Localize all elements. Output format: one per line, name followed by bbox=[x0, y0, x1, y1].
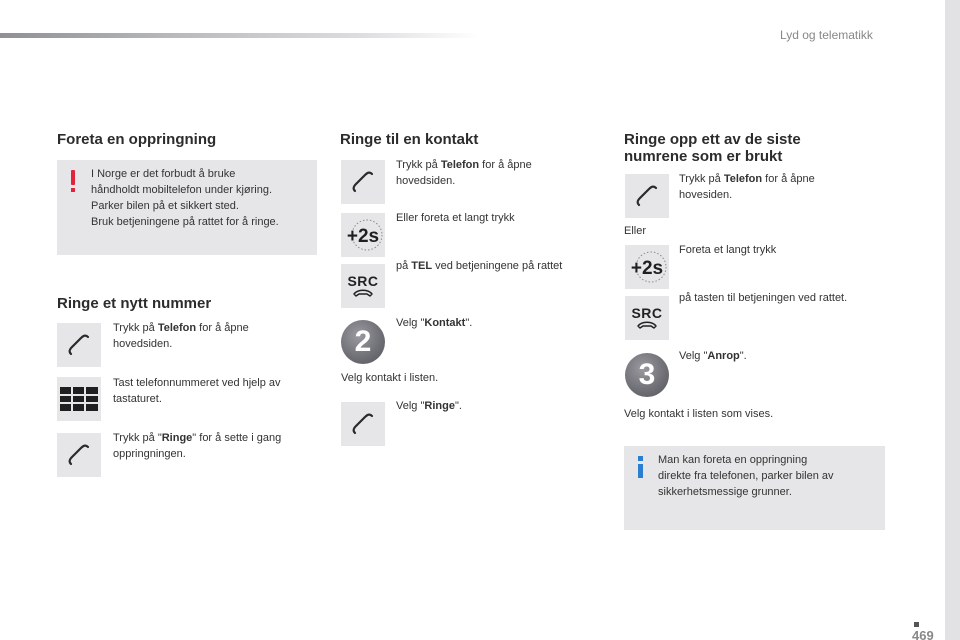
step-steering-controls: på TEL ved betjeningene på rattet bbox=[396, 260, 563, 272]
info-box bbox=[624, 446, 885, 530]
warning-line: håndholdt mobiltelefon under kjøring. bbox=[91, 184, 273, 196]
info-line: direkte fra telefonen, parker bilen av bbox=[658, 470, 834, 482]
step-number-circle: 3 bbox=[625, 353, 669, 397]
tel-handset-icon bbox=[352, 288, 374, 298]
step-select-contact-tab: Velg "Kontakt". bbox=[396, 317, 473, 329]
section-title-call: Foreta en oppringning bbox=[57, 131, 217, 148]
step-open-phone: Trykk på Telefon for å åpne hovedsiden. bbox=[113, 322, 249, 350]
step-select-call: Velg "Ringe". bbox=[396, 400, 462, 412]
keypad-icon-box[interactable] bbox=[57, 377, 101, 421]
info-line: sikkerhetsmessige grunner. bbox=[658, 486, 792, 498]
src-icon-box[interactable] bbox=[341, 264, 385, 308]
phone-handset-icon bbox=[66, 442, 92, 468]
phone-handset-icon bbox=[350, 411, 376, 437]
warning-box bbox=[57, 160, 317, 255]
header-gradient-bar bbox=[0, 33, 480, 38]
phone-icon-box[interactable] bbox=[57, 323, 101, 367]
page-edge-strip bbox=[945, 0, 960, 640]
step-enter-number: Tast telefonnummeret ved hjelp av tastaturet. bbox=[113, 377, 281, 405]
or-label: Eller bbox=[624, 225, 647, 237]
warning-icon bbox=[71, 170, 75, 192]
keypad-icon bbox=[59, 386, 99, 412]
long-press-timer-icon bbox=[341, 213, 385, 257]
step-start-call: Trykk på "Ringe" for å sette i gang oppringningen. bbox=[113, 432, 282, 460]
step-open-phone: Trykk på Telefon for å åpne hovesiden. bbox=[679, 173, 815, 201]
warning-line: I Norge er det forbudt å bruke bbox=[91, 168, 236, 180]
src-label: SRC bbox=[631, 305, 663, 321]
info-line: Man kan foreta en oppringning bbox=[658, 454, 808, 466]
step-long-press: Eller foreta et langt trykk bbox=[396, 212, 515, 224]
long-press-icon-box[interactable] bbox=[625, 245, 669, 289]
phone-handset-icon bbox=[350, 169, 376, 195]
step-steering-key: på tasten til betjeningen ved rattet. bbox=[679, 292, 848, 304]
warning-text bbox=[91, 166, 313, 230]
step-select-contact: Velg kontakt i listen. bbox=[341, 372, 439, 384]
src-icon-box[interactable] bbox=[625, 296, 669, 340]
src-label: SRC bbox=[347, 273, 379, 289]
phone-handset-icon bbox=[66, 332, 92, 358]
step-select-recent-contact: Velg kontakt i listen som vises. bbox=[624, 408, 774, 420]
section-title-recent: Ringe opp ett av de siste numrene som er brukt bbox=[624, 131, 801, 165]
info-text bbox=[658, 452, 880, 500]
phone-handset-icon bbox=[634, 183, 660, 209]
info-icon bbox=[638, 456, 643, 478]
phone-icon-box[interactable] bbox=[625, 174, 669, 218]
footer-marker bbox=[914, 622, 919, 627]
warning-line: Bruk betjeningene på rattet for å ringe. bbox=[91, 216, 279, 228]
warning-line: Parker bilen på et sikkert sted. bbox=[91, 200, 239, 212]
step-select-calls-tab: Velg "Anrop". bbox=[679, 350, 747, 362]
page-number: 469 bbox=[912, 628, 934, 640]
long-press-timer-icon bbox=[625, 245, 669, 289]
long-press-label: +2s bbox=[346, 226, 380, 247]
subsection-title-new-number: Ringe et nytt nummer bbox=[57, 295, 212, 312]
chapter-title: Lyd og telematikk bbox=[780, 28, 873, 42]
long-press-label: +2s bbox=[630, 258, 664, 279]
step-number-circle: 2 bbox=[341, 320, 385, 364]
step-long-press: Foreta et langt trykk bbox=[679, 244, 777, 256]
call-icon-box[interactable] bbox=[57, 433, 101, 477]
long-press-icon-box[interactable] bbox=[341, 213, 385, 257]
step-open-phone: Trykk på Telefon for å åpne hovedsiden. bbox=[396, 159, 532, 187]
call-icon-box[interactable] bbox=[341, 402, 385, 446]
section-title-contact: Ringe til en kontakt bbox=[340, 131, 479, 148]
phone-icon-box[interactable] bbox=[341, 160, 385, 204]
tel-handset-icon bbox=[636, 320, 658, 330]
